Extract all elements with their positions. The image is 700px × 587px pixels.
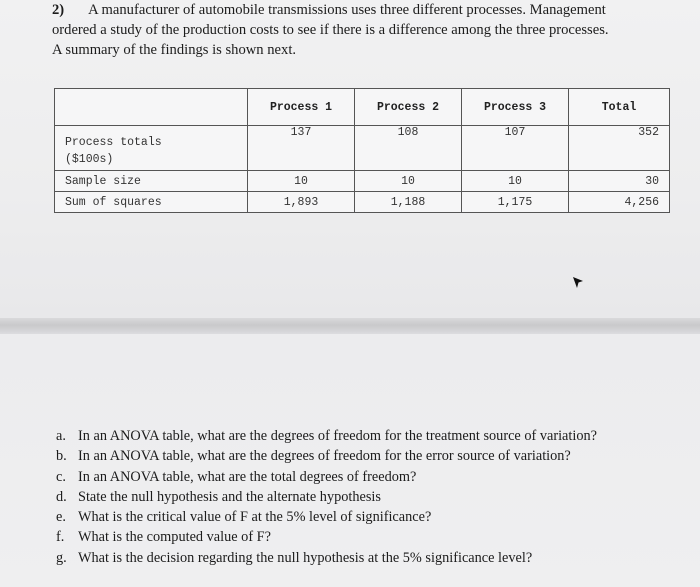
question-parts-list: [56, 426, 676, 568]
question-text: [52, 0, 672, 60]
mouse-pointer-icon: [572, 276, 584, 290]
row-label-process-totals: [55, 126, 248, 171]
table-cell: 108: [355, 126, 462, 171]
table-header-process-2: Process 2: [355, 89, 462, 126]
part-letter: e.: [56, 509, 66, 526]
table-cell: 1,175: [462, 192, 569, 213]
question-line-1-text: A manufacturer of automobile transmissions uses three different processes. Management: [88, 2, 606, 18]
list-item: [56, 426, 676, 446]
row-label-line-1: Process totals: [65, 136, 162, 149]
table-row: [55, 192, 670, 213]
part-text: In an ANOVA table, what are the degrees of freedom for the error source of variation?: [78, 448, 571, 465]
part-text: In an ANOVA table, what are the degrees of freedom for the treatment source of variation?: [78, 428, 597, 444]
table-cell: 137: [248, 126, 355, 171]
table-header-process-1: Process 1: [248, 89, 355, 126]
list-item: [56, 527, 676, 547]
part-letter: g.: [56, 549, 67, 566]
part-letter: c.: [56, 468, 66, 485]
table-cell: 10: [355, 171, 462, 192]
findings-table: [54, 88, 670, 213]
row-label-sum-of-squares: Sum of squares: [55, 192, 248, 213]
part-text: State the null hypothesis and the alternate hypothesis: [78, 488, 381, 505]
part-letter: b.: [56, 448, 67, 465]
part-text: What is the critical value of F at the 5% level of significance?: [78, 509, 432, 526]
table-header-empty: [55, 89, 248, 126]
row-label-sample-size: Sample size: [55, 171, 248, 192]
table-header-process-3: Process 3: [462, 89, 569, 126]
list-item: [56, 467, 676, 487]
table-cell: 10: [248, 171, 355, 192]
row-label-line-2: ($100s): [65, 153, 114, 166]
table-cell: 30: [569, 171, 670, 192]
list-item: [56, 548, 676, 568]
table-cell: 1,893: [248, 192, 355, 213]
table-header-total: Total: [569, 89, 670, 126]
table-header-row: [55, 89, 670, 126]
part-text: What is the decision regarding the null hypothesis at the 5% significance level?: [78, 549, 533, 566]
table-cell: 1,188: [355, 192, 462, 213]
part-text: In an ANOVA table, what are the total degrees of freedom?: [78, 468, 417, 485]
table-row: [55, 171, 670, 192]
question-number: 2): [52, 2, 65, 18]
page-divider: [0, 318, 700, 334]
list-item: [56, 446, 676, 466]
table-cell: 10: [462, 171, 569, 192]
table-cell: 4,256: [569, 192, 670, 213]
list-item: [56, 507, 676, 527]
part-letter: a.: [56, 428, 66, 444]
part-letter: d.: [56, 488, 67, 505]
part-letter: f.: [56, 529, 65, 546]
list-item: [56, 487, 676, 507]
question-line-3: A summary of the findings is shown next.: [52, 42, 297, 58]
question-line-1: [52, 0, 672, 20]
table-row: [55, 126, 670, 171]
question-line-2: ordered a study of the production costs to see if there is a difference among the three processes.: [52, 22, 609, 38]
part-text: What is the computed value of F?: [78, 529, 271, 546]
table-cell: 352: [569, 126, 670, 171]
table-cell: 107: [462, 126, 569, 171]
